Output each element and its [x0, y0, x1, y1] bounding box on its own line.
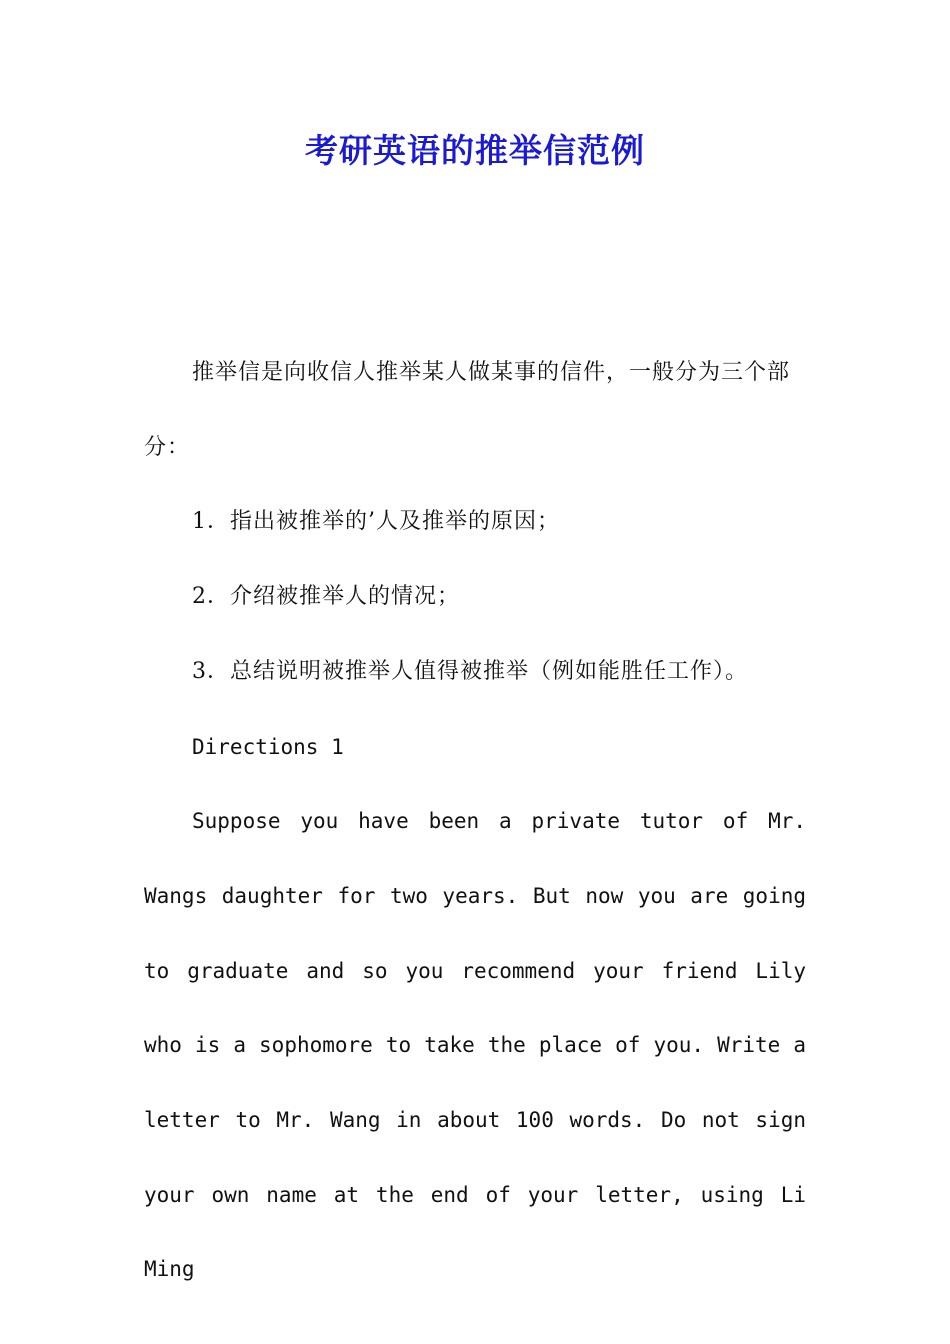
intro-paragraph: 推举信是向收信人推举某人做某事的信件，一般分为三个部分：	[144, 360, 791, 460]
document-body	[144, 336, 806, 1307]
directions-heading: Directions 1	[192, 734, 344, 759]
document-title: 考研英语的推举信范例	[305, 131, 645, 170]
list-item-1: 1．指出被推举的’人及推举的原因；	[192, 509, 560, 535]
list-item-3: 3．总结说明被推举人值得被推举（例如能胜任工作）。	[192, 658, 748, 684]
list-item-2: 2．介绍被推举人的情况；	[192, 584, 460, 610]
directions-paragraph: Suppose you have been a private tutor of Mr. Wangs daughter for two years. But now you are going to graduate and so you recommend your friend Lily who is a sophomore to take the place of you. Write a letter to Mr. Wang in about 100 words. Do not sign your own name at the end of your letter, using Li Ming	[144, 809, 806, 1282]
